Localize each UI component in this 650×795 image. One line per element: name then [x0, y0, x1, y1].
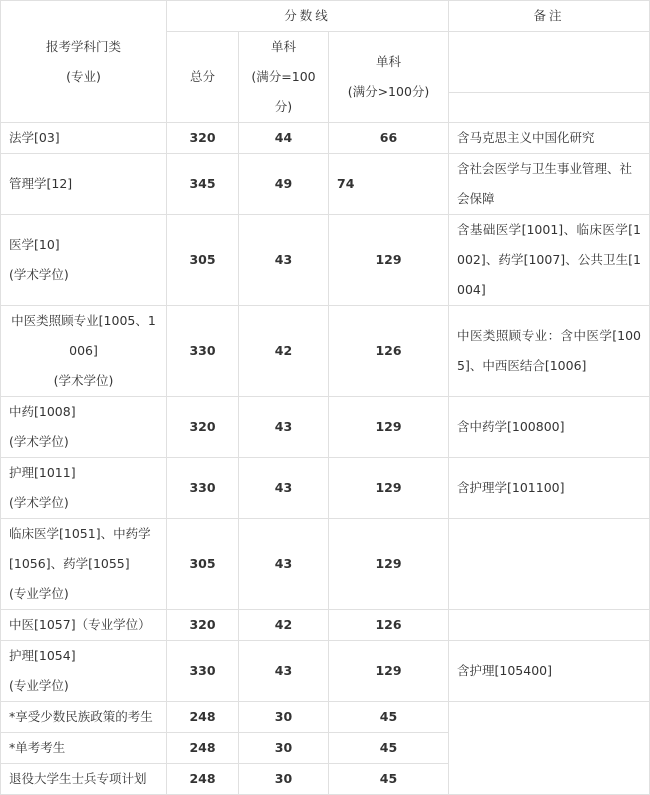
cell-category: 管理学[12]: [1, 154, 167, 215]
cell-total: 248: [167, 764, 239, 795]
cell-single-100: 43: [239, 458, 329, 519]
table-row: [1, 641, 650, 702]
header-remarks-empty-1: [449, 32, 650, 93]
table-row: [1, 154, 650, 215]
cell-total: 330: [167, 306, 239, 397]
cell-category: *享受少数民族政策的考生: [1, 702, 167, 733]
cell-single-over100: 45: [329, 702, 449, 733]
header-single-100: 单科 (满分=100 分): [239, 32, 329, 123]
cell-category: 护理[1054] (专业学位): [1, 641, 167, 702]
cell-single-100: 42: [239, 610, 329, 641]
cell-single-over100: 45: [329, 764, 449, 795]
cell-category: 临床医学[1051]、中药学[1056]、药学[1055] (专业学位): [1, 519, 167, 610]
cell-total: 248: [167, 733, 239, 764]
header-row-1: [1, 1, 650, 32]
cell-note: 中医类照顾专业：含中医学[1005]、中西医结合[1006]: [449, 306, 650, 397]
header-remarks-empty-2: [449, 92, 650, 122]
cell-note-empty: [449, 702, 650, 795]
cell-note: [449, 610, 650, 641]
cell-category: 中医类照顾专业[1005、1006] (学术学位): [1, 306, 167, 397]
table-row: [1, 397, 650, 458]
cell-single-100: 43: [239, 397, 329, 458]
cell-total: 320: [167, 610, 239, 641]
cell-category: 护理[1011] (学术学位): [1, 458, 167, 519]
table-row: [1, 458, 650, 519]
cell-single-over100: 129: [329, 215, 449, 306]
cell-single-100: 30: [239, 764, 329, 795]
table-row: [1, 519, 650, 610]
cell-total: 330: [167, 458, 239, 519]
cell-total: 305: [167, 519, 239, 610]
cell-total: 305: [167, 215, 239, 306]
cell-note: 含社会医学与卫生事业管理、社会保障: [449, 154, 650, 215]
cell-category: 中药[1008] (学术学位): [1, 397, 167, 458]
table-row: [1, 123, 650, 154]
cell-single-100: 30: [239, 702, 329, 733]
cell-total: 330: [167, 641, 239, 702]
cell-single-over100: 129: [329, 519, 449, 610]
cell-single-100: 43: [239, 641, 329, 702]
table-row: [1, 215, 650, 306]
cell-total: 320: [167, 123, 239, 154]
header-category: 报考学科门类 (专业): [1, 1, 167, 123]
cell-single-100: 43: [239, 215, 329, 306]
table-row: [1, 610, 650, 641]
cell-category: 中医[1057]（专业学位）: [1, 610, 167, 641]
cell-single-100: 44: [239, 123, 329, 154]
cell-single-over100: 126: [329, 610, 449, 641]
cell-single-100: 30: [239, 733, 329, 764]
header-total: 总分: [167, 32, 239, 123]
cell-single-over100: 129: [329, 397, 449, 458]
cell-single-over100: 129: [329, 458, 449, 519]
cell-note: 含中药学[100800]: [449, 397, 650, 458]
cell-category: 医学[10] (学术学位): [1, 215, 167, 306]
cell-category: 法学[03]: [1, 123, 167, 154]
cell-single-100: 42: [239, 306, 329, 397]
cell-single-over100: 66: [329, 123, 449, 154]
cell-single-over100: 45: [329, 733, 449, 764]
cell-note: 含护理学[101100]: [449, 458, 650, 519]
cell-category: *单考考生: [1, 733, 167, 764]
cell-total: 248: [167, 702, 239, 733]
cell-note: 含马克思主义中国化研究: [449, 123, 650, 154]
header-single-over100: 单科 (满分>100分): [329, 32, 449, 123]
cell-note: 含护理[105400]: [449, 641, 650, 702]
cell-total: 320: [167, 397, 239, 458]
cell-single-over100: 126: [329, 306, 449, 397]
header-remarks: 备注: [449, 1, 650, 32]
cell-single-over100: 74: [329, 154, 449, 215]
table-row: [1, 306, 650, 397]
cell-category: 退役大学生士兵专项计划: [1, 764, 167, 795]
cell-single-100: 49: [239, 154, 329, 215]
cell-total: 345: [167, 154, 239, 215]
cell-single-100: 43: [239, 519, 329, 610]
header-score-line: 分数线: [167, 1, 449, 32]
cell-single-over100: 129: [329, 641, 449, 702]
cell-note: 含基础医学[1001]、临床医学[1002]、药学[1007]、公共卫生[1004]: [449, 215, 650, 306]
table-row: [1, 702, 650, 733]
cell-note: [449, 519, 650, 610]
